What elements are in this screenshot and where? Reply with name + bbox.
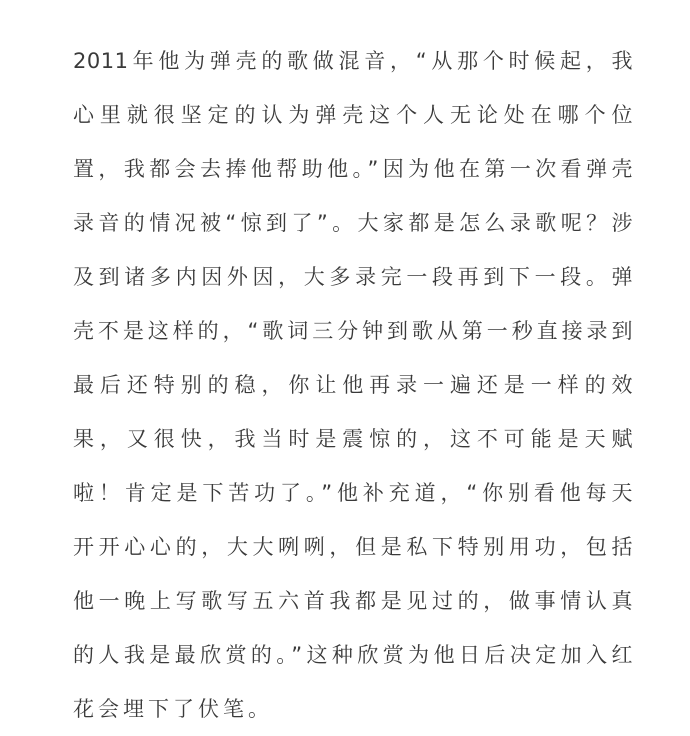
paragraph-line-11: 他一晚上写歌写五六首我都是见过的，做事情认真 <box>73 589 633 613</box>
paragraph-line-8: 果，又很快，我当时是震惊的，这不可能是天赋 <box>73 427 633 451</box>
paragraph-line-13: 花会埋下了伏笔。 <box>73 697 273 721</box>
paragraph-line-7: 最后还特别的稳，你让他再录一遍还是一样的效 <box>73 373 633 397</box>
paragraph-line-3: 置，我都会去捧他帮助他。”因为他在第一次看弹壳 <box>73 157 633 181</box>
paragraph-line-6: 壳不是这样的，“歌词三分钟到歌从第一秒直接录到 <box>73 319 633 343</box>
paragraph-line-1: 2011年他为弹壳的歌做混音，“从那个时候起，我 <box>73 49 633 73</box>
paragraph-line-10: 开开心心的，大大咧咧，但是私下特别用功，包括 <box>73 535 633 559</box>
paragraph-line-5: 及到诸多内因外因，大多录完一段再到下一段。弹 <box>73 265 633 289</box>
paragraph-line-2: 心里就很坚定的认为弹壳这个人无论处在哪个位 <box>73 103 633 127</box>
paragraph-line-9: 啦！肯定是下苦功了。”他补充道，“你别看他每天 <box>73 481 633 505</box>
article-paragraph <box>73 34 633 736</box>
paragraph-line-12: 的人我是最欣赏的。”这种欣赏为他日后决定加入红 <box>73 643 633 667</box>
paragraph-line-4: 录音的情况被“惊到了”。大家都是怎么录歌呢？涉 <box>73 211 633 235</box>
